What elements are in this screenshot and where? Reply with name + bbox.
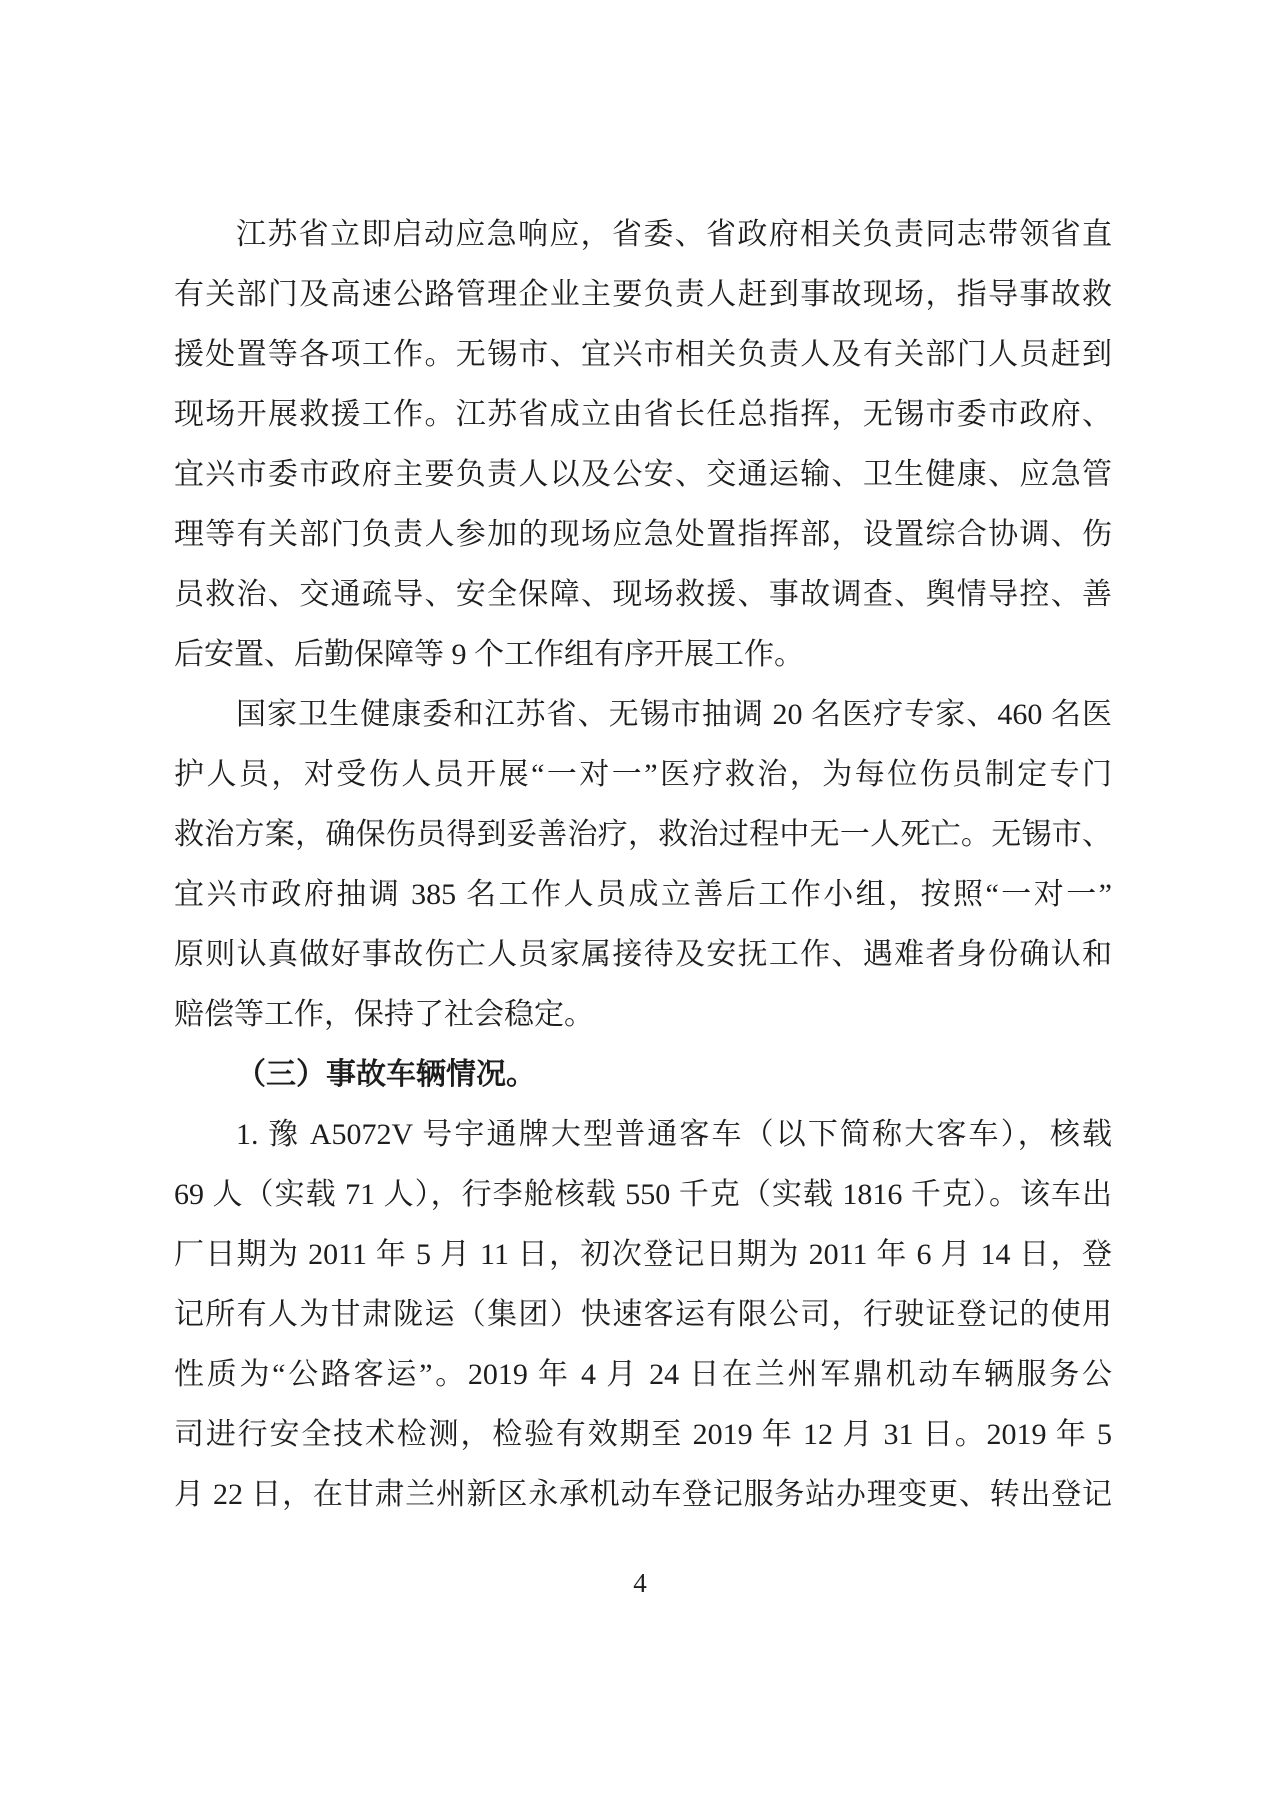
text-line: 国家卫生健康委和江苏省、无锡市抽调 20 名医疗专家、460 名医 [236,698,1112,731]
text-line: 厂日期为 2011 年 5 月 11 日，初次登记日期为 2011 年 6 月 14 日，登 [174,1238,1112,1271]
text-line: 司进行安全技术检测，检验有效期至 2019 年 12 月 31 日。2019 年 5 [174,1418,1112,1451]
text-line: 赔偿等工作，保持了社会稳定。 [174,998,594,1031]
text-line: 江苏省立即启动应急响应，省委、省政府相关负责同志带领省直 [236,218,1112,251]
text-line: 性质为“公路客运”。2019 年 4 月 24 日在兰州军鼎机动车辆服务公 [174,1358,1112,1391]
text-line: 救治方案，确保伤员得到妥善治疗，救治过程中无一人死亡。无锡市、 [174,818,1112,851]
text-line: 宜兴市委市政府主要负责人以及公安、交通运输、卫生健康、应急管 [174,458,1112,491]
text-line: 员救治、交通疏导、安全保障、现场救援、事故调查、舆情导控、善 [174,578,1112,611]
text-line: 理等有关部门负责人参加的现场应急处置指挥部，设置综合协调、伤 [174,518,1112,551]
text-line: 后安置、后勤保障等 9 个工作组有序开展工作。 [174,638,804,671]
text-line: 现场开展救援工作。江苏省成立由省长任总指挥，无锡市委市政府、 [174,398,1112,431]
text-line: 有关部门及高速公路管理企业主要负责人赶到事故现场，指导事故救 [174,278,1112,311]
document-body [174,205,1112,1525]
text-line: 记所有人为甘肃陇运（集团）快速客运有限公司，行驶证登记的使用 [174,1298,1112,1331]
page-number: 4 [633,1568,647,1598]
text-line: 原则认真做好事故伤亡人员家属接待及安抚工作、遇难者身份确认和 [174,938,1112,971]
text-line: 月 22 日，在甘肃兰州新区永承机动车登记服务站办理变更、转出登记 [174,1478,1112,1511]
text-line: 护人员，对受伤人员开展“一对一”医疗救治，为每位伤员制定专门 [174,758,1112,791]
text-line: 69 人（实载 71 人），行李舱核载 550 千克（实载 1816 千克）。该车出 [174,1178,1112,1211]
text-line: 宜兴市政府抽调 385 名工作人员成立善后工作小组，按照“一对一” [174,878,1112,911]
section-heading-line: （三）事故车辆情况。 [236,1058,536,1091]
text-line: 援处置等各项工作。无锡市、宜兴市相关负责人及有关部门人员赶到 [174,338,1112,371]
text-line: 1. 豫 A5072V 号宇通牌大型普通客车（以下简称大客车），核载 [236,1118,1112,1151]
